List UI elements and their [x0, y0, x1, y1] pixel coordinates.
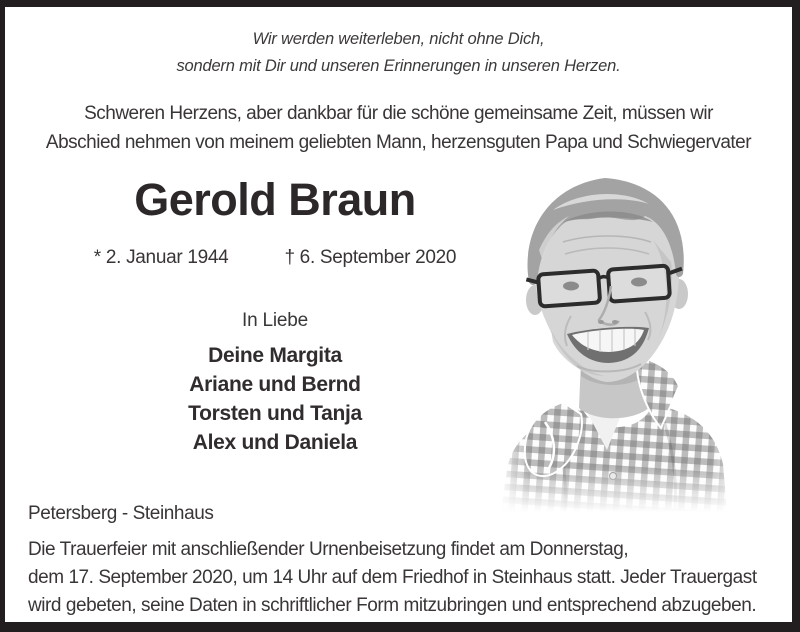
portrait-photo [493, 170, 748, 512]
deceased-name: Gerold Braun [134, 174, 416, 225]
life-dates [30, 247, 520, 269]
portrait-illustration [493, 170, 748, 512]
salutation: In Liebe [241, 310, 308, 331]
mourner-name: Deine Margita [208, 344, 342, 367]
notice-line-2: dem 17. September 2020, um 14 Uhr auf dem Friedhof in Steinhaus statt. Jeder Trauergast [28, 567, 757, 588]
obituary-notice [5, 7, 792, 622]
epigraph-line-1: Wir werden weiterleben, nicht ohne Dich, [252, 30, 545, 48]
intro-text [5, 100, 792, 157]
death-date: † 6. September 2020 [284, 247, 457, 268]
intro-line-2: Abschied nehmen von meinem geliebten Mann, herzensguten Papa und Schwiegervater [45, 131, 752, 153]
mourner-name: Torsten und Tanja [188, 402, 362, 425]
mourners-list [30, 341, 520, 457]
birth-date: * 2. Januar 1944 [93, 247, 229, 268]
intro-line-1: Schweren Herzens, aber dankbar für die schöne gemeinsame Zeit, müssen wir [84, 103, 713, 124]
mourner-name: Ariane und Bernd [189, 373, 361, 396]
notice-line-1: Die Trauerfeier mit anschließender Urnenbeisetzung findet am Donnerstag, [28, 539, 629, 560]
notice-line-3: wird gebeten, seine Daten in schriftlicher Form mitzubringen und entsprechend abzugeben. [28, 595, 757, 616]
epigraph [5, 26, 792, 80]
epigraph-line-2: sondern mit Dir und unseren Erinnerungen in unseren Herzen. [176, 57, 621, 75]
mourner-name: Alex und Daniela [192, 431, 358, 454]
location: Petersberg - Steinhaus [28, 503, 214, 524]
funeral-notice [28, 536, 757, 620]
